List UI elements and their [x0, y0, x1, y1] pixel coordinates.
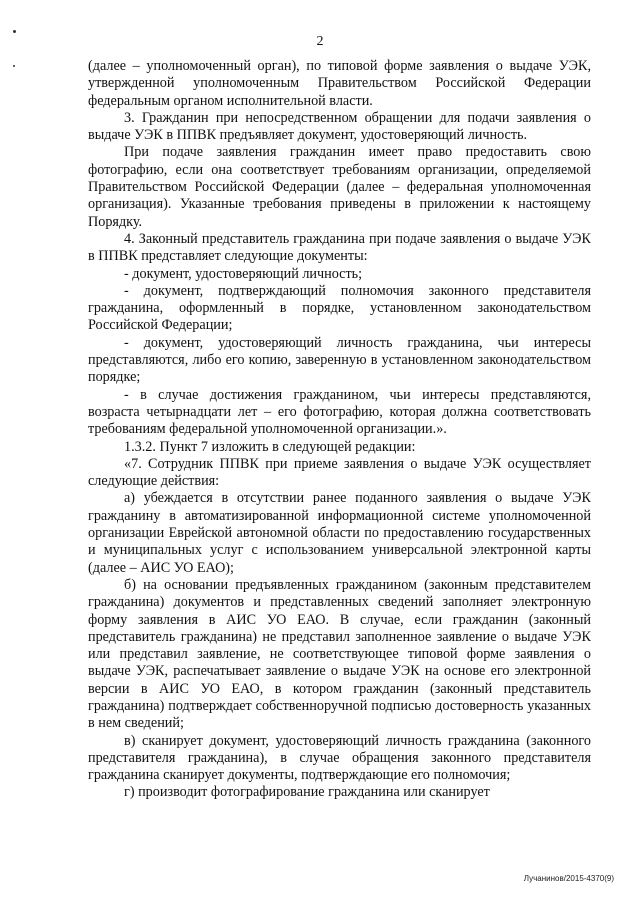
paragraph: - документ, подтверждающий полномочия законного представителя гражданина, оформленный в порядке, установленном законодательством Российской Федерации;	[88, 282, 591, 334]
paragraph: - документ, удостоверяющий личность;	[124, 265, 363, 282]
scan-artifact-dot	[13, 65, 15, 67]
paragraph: 3. Гражданин при непосредственном обращении для подачи заявления о выдаче УЭК в ППВК предъявляет документ, удостоверяющий личность.	[88, 109, 591, 144]
paragraph: в) сканирует документ, удостоверяющий личность гражданина (законного представителя гражданина), в случае обращения законного представителя гражданина сканирует документы, подтверждающие его полномочия;	[88, 732, 591, 784]
paragraph: б) на основании предъявленных гражданином (законным представителем гражданина) документов и представленных сведений заполняет электронную форму заявления в АИС УО ЕАО. В случае, если гражданин (законный представитель гражданина) не представил заполненное заявление о выдаче УЭК или представил заявление, не соответствующее типовой форме заявления о выдаче УЭК, распечатывает заявление о выдаче УЭК на основе его электронной версии в АИС УО ЕАО, в котором гражданин (законный представитель гражданина) подтверждает собственноручной подписью достоверность указанных в нем сведений;	[88, 576, 591, 732]
paragraph: (далее – уполномоченный орган), по типовой форме заявления о выдаче УЭК, утвержденной уполномоченным Правительством Российской Федерации федеральным органом исполнительной власти.	[88, 58, 591, 109]
document-registration-code: Лучанинов/2015-4370(9)	[523, 874, 614, 883]
scan-artifact-dot	[13, 30, 16, 33]
paragraph: г) производит фотографирование гражданина или сканирует	[124, 784, 490, 801]
paragraph: 4. Законный представитель гражданина при подаче заявления о выдаче УЭК в ППВК представляет следующие документы:	[88, 230, 591, 265]
paragraph: При подаче заявления гражданин имеет право предоставить свою фотографию, если она соответствует требованиям организации, определяемой Правительством Российской Федерации (далее – федеральная уполномоченная организация). Указанные требования приведены в приложении к настоящему Порядку.	[88, 144, 591, 230]
paragraph: «7. Сотрудник ППВК при приеме заявления о выдаче УЭК осуществляет следующие действия:	[88, 455, 591, 490]
paragraph: - документ, удостоверяющий личность гражданина, чьи интересы представляются, либо его копию, заверенную в установленном законодательством порядке;	[88, 334, 591, 386]
paragraph: 1.3.2. Пункт 7 изложить в следующей редакции:	[124, 438, 416, 455]
paragraph: - в случае достижения гражданином, чьи интересы представляются, возраста четырнадцати лет – его фотографию, которая должна соответствовать требованиям федеральной уполномоченной организации.».	[88, 386, 591, 438]
document-body	[88, 58, 591, 802]
page-number: 2	[316, 34, 324, 49]
paragraph: а) убеждается в отсутствии ранее поданного заявления о выдаче УЭК гражданину в автоматизированной информационной системе уполномоченной организации Еврейской автономной области по предоставлению государственных и муниципальных услуг с использованием универсальной электронной карты (далее – АИС УО ЕАО);	[88, 490, 591, 576]
